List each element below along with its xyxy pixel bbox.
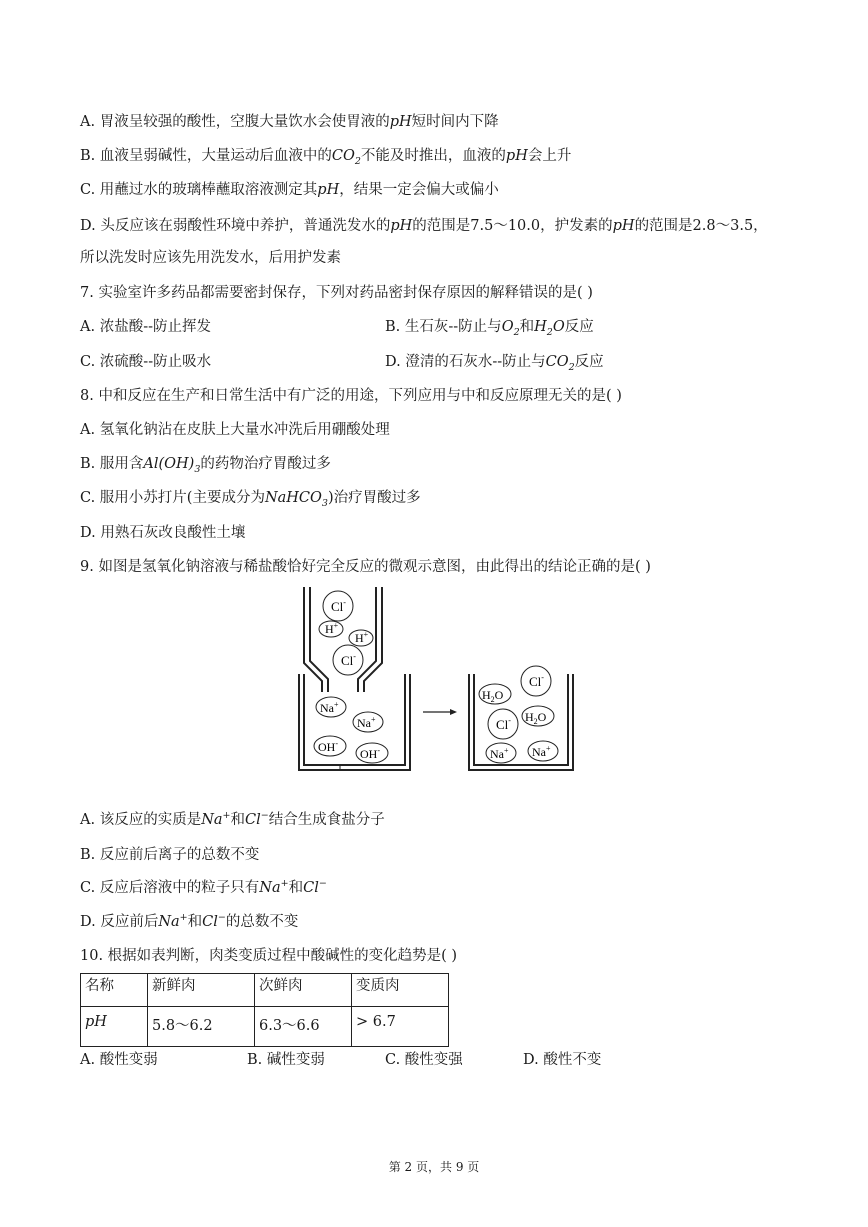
text: C. 用蘸过水的玻璃棒蘸取溶液测定其: [80, 182, 318, 198]
text: D. 反应前后: [80, 914, 159, 930]
svg-text:OH-: OH-: [360, 746, 381, 761]
q6-option-d-line2: 所以洗发时应该先用洗发水，后用护发素: [80, 250, 341, 266]
q10-option-d: D. 酸性不变: [523, 1052, 602, 1068]
text: 短时间内下降: [411, 114, 499, 130]
svg-text:Na+: Na+: [320, 700, 339, 715]
q10-option-a: A. 酸性变弱: [80, 1052, 158, 1068]
svg-text:Cl-: Cl-: [341, 652, 356, 668]
table-cell: 新鲜肉: [148, 974, 255, 1007]
superscript: −: [260, 810, 269, 822]
formula: O: [501, 319, 514, 335]
text: A. 胃液呈较强的酸性，空腹大量饮水会使胃液的: [80, 114, 390, 130]
subscript: 3: [194, 463, 201, 475]
text: 结合生成食盐分子: [268, 812, 385, 828]
q7-stem: 7. 实验室许多药品都需要密封保存，下列对药品密封保存原因的解释错误的是( ): [80, 285, 593, 301]
text: 和: [230, 812, 246, 828]
svg-text:H2O: $H_2O$: [482, 688, 504, 704]
q9-option-b: B. 反应前后离子的总数不变: [80, 847, 260, 863]
hydrogen-ion: [319, 621, 343, 637]
text: 和: [519, 319, 535, 335]
text: 和: [187, 914, 203, 930]
text: D. 头反应该在弱酸性环境中养护，普通洗发水的: [80, 218, 391, 234]
formula: CO: [545, 354, 569, 370]
superscript: −: [318, 878, 327, 890]
table-cell: 名称: [81, 974, 148, 1007]
text: )治疗胃酸过多: [327, 490, 421, 506]
reaction-diagram: [290, 585, 590, 780]
q9-stem: 9. 如图是氢氧化钠溶液与稀盐酸恰好完全反应的微观示意图，由此得出的结论正确的是( ): [80, 559, 651, 575]
text: B. 服用含: [80, 456, 144, 472]
text: C. 反应后溶液中的粒子只有: [80, 880, 260, 896]
text: 的总数不变: [225, 914, 299, 930]
q9-option-c: [80, 878, 327, 898]
q7-option-b: [385, 317, 594, 337]
chloride-ion: [333, 645, 363, 675]
q8-stem: 8. 中和反应在生产和日常生活中有广泛的用途，下列应用与中和反应原理无关的是( ): [80, 388, 622, 404]
svg-text:Na+: Na+: [490, 746, 509, 761]
formula: Na: [201, 812, 223, 828]
text: 的药物治疗胃酸过多: [200, 456, 331, 472]
svg-text:OH-: OH-: [318, 739, 339, 754]
text: D. 澄清的石灰水--防止与: [385, 354, 546, 370]
table-cell: 5.8～6.2: [148, 1007, 255, 1047]
table-header-row: [81, 974, 449, 1007]
superscript: +: [179, 912, 188, 924]
table-cell: pH: [81, 1007, 148, 1047]
text: B. 生石灰--防止与: [385, 319, 502, 335]
q7-option-c: C. 浓硫酸--防止吸水: [80, 354, 212, 370]
subscript: 2: [513, 326, 520, 338]
q9-option-a: [80, 810, 385, 830]
table-cell: 变质肉: [352, 974, 449, 1007]
svg-text:Na+: Na+: [532, 744, 551, 759]
q8-option-a: A. 氢氧化钠沾在皮肤上大量水冲洗后用硼酸处理: [80, 422, 390, 438]
q6-option-c: [80, 180, 499, 200]
chloride-ion: [521, 666, 551, 696]
subscript: 2: [568, 361, 575, 373]
hydrogen-ion: [349, 630, 373, 646]
svg-text:H+: H+: [355, 630, 369, 645]
table-row: [81, 1007, 449, 1047]
formula: Cl: [303, 880, 319, 896]
text: ，结果一定会偏大或偏小: [339, 182, 499, 198]
text: 的范围是2.8～3.5，: [634, 218, 768, 234]
water-molecule: [479, 684, 511, 704]
q7-option-d: [385, 352, 604, 372]
sodium-ion: [353, 712, 383, 732]
svg-text:H+: H+: [325, 621, 339, 636]
chloride-ion: [488, 709, 518, 739]
q8-option-d: D. 用熟石灰改良酸性土壤: [80, 525, 246, 541]
superscript: −: [217, 912, 226, 924]
q6-option-d-line1: [80, 216, 768, 236]
formula: H: [534, 319, 547, 335]
formula: NaHCO: [264, 490, 322, 506]
formula: Cl: [202, 914, 218, 930]
q7-option-a: A. 浓盐酸--防止挥发: [80, 319, 211, 335]
q8-option-c: [80, 488, 421, 508]
sodium-ion: [486, 743, 516, 763]
sodium-ion: [528, 741, 558, 761]
ph-table: [80, 973, 449, 1047]
text: 的范围是7.5～10.0，护发素的: [412, 218, 613, 234]
ph-symbol: pH: [612, 218, 635, 234]
text: 不能及时推出，血液的: [360, 148, 506, 164]
hydroxide-ion: [314, 736, 346, 756]
svg-text:Cl-: Cl-: [529, 673, 544, 689]
svg-text:Cl-: Cl-: [496, 716, 511, 732]
text: B. 血液呈弱碱性，大量运动后血液中的: [80, 148, 332, 164]
formula: Na: [158, 914, 180, 930]
text: 反应: [574, 354, 604, 370]
ph-symbol: pH: [317, 182, 340, 198]
text: 和: [288, 880, 304, 896]
formula: O: [552, 319, 565, 335]
text: 反应: [564, 319, 594, 335]
q9-option-d: [80, 912, 298, 932]
table-cell: > 6.7: [352, 1007, 449, 1047]
ph-symbol: pH: [390, 218, 413, 234]
arrow-icon: [423, 709, 457, 715]
water-molecule: [522, 706, 554, 726]
svg-text:Cl-: Cl-: [331, 598, 346, 614]
chloride-ion: [323, 591, 353, 621]
q10-option-b: B. 碱性变弱: [247, 1052, 325, 1068]
superscript: +: [280, 878, 289, 890]
q6-option-b: [80, 146, 571, 166]
table-cell: 次鲜肉: [255, 974, 352, 1007]
subscript: 2: [546, 326, 553, 338]
co2-symbol: CO: [331, 148, 355, 164]
formula: Cl: [245, 812, 261, 828]
superscript: +: [222, 810, 231, 822]
text: 会上升: [527, 148, 572, 164]
text: A. 该反应的实质是: [80, 812, 202, 828]
q10-stem: 10. 根据如表判断，肉类变质过程中酸碱性的变化趋势是( ): [80, 948, 458, 964]
subscript: 3: [321, 497, 328, 509]
q6-option-a: [80, 112, 499, 132]
q10-option-c: C. 酸性变强: [385, 1052, 463, 1068]
formula: Na: [259, 880, 281, 896]
table-cell: 6.3～6.6: [255, 1007, 352, 1047]
subscript: 2: [354, 155, 361, 167]
text: C. 服用小苏打片(主要成分为: [80, 490, 265, 506]
svg-text:H2O: $H_2O$: [525, 710, 547, 726]
q8-option-b: [80, 454, 331, 474]
page-footer: 第 2 页，共 9 页: [388, 1160, 480, 1174]
hydroxide-ion: [356, 743, 388, 763]
formula: Al(OH): [143, 456, 195, 472]
sodium-ion: [316, 697, 346, 717]
svg-text:Na+: Na+: [357, 715, 376, 730]
ph-symbol: pH: [389, 114, 412, 130]
ph-symbol: pH: [505, 148, 528, 164]
